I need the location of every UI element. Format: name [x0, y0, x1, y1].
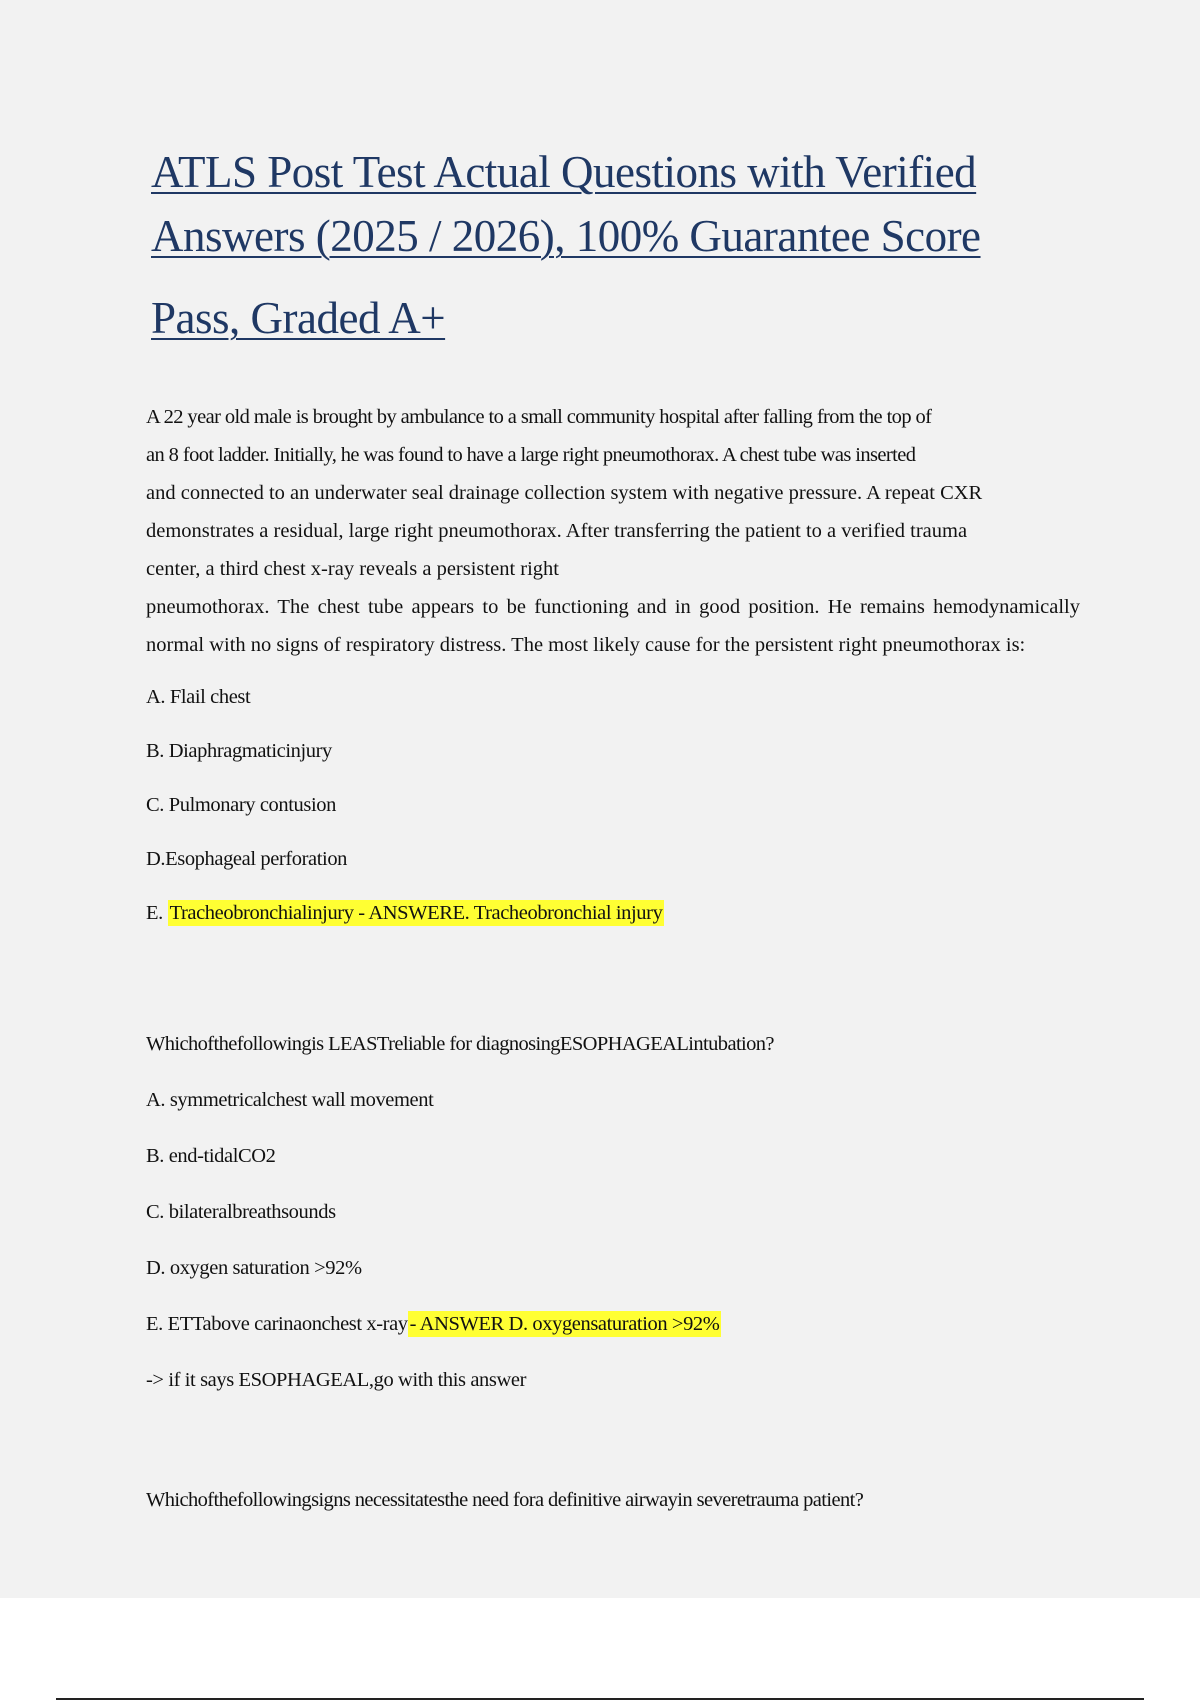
stem-line-1: A 22 year old male is brought by ambulance to a small community hospital after falling from the top of — [146, 406, 932, 428]
question-3: Whichofthefollowingsigns necessitatesthe need fora definitive airwayin severetrauma patient? — [146, 1489, 864, 1511]
q2-option-c: C. bilateralbreathsounds — [146, 1201, 336, 1223]
q2-option-d: D. oxygen saturation >92% — [146, 1257, 362, 1279]
stem-line-5: center, a third chest x-ray reveals a persistent right — [146, 558, 559, 580]
q1-option-d: D.Esophageal perforation — [146, 848, 348, 870]
stem-line-2: an 8 foot ladder. Initially, he was found to have a large right pneumothorax. A chest tube was inserted — [146, 444, 916, 466]
q2-option-e-prefix: E. ETTabove carinaonchest x-ray — [146, 1313, 408, 1335]
q1-option-e — [146, 886, 1080, 940]
q1-option-a: A. Flail chest — [146, 686, 251, 708]
q2-note: -> if it says ESOPHAGEAL,go with this answer — [146, 1369, 527, 1391]
stem-line-6: pneumothorax. The chest tube appears to be functioning and in good position. He remains hemodynamically normal with no signs of respiratory distress. The most likely cause for the persistent right pneumothorax is: — [146, 596, 1080, 656]
question-2: Whichofthefollowingis LEASTreliable for diagnosingESOPHAGEALintubation? — [146, 1033, 774, 1055]
question-1-stem — [146, 398, 1080, 664]
title-line-2: Answers (2025 / 2026), 100% Guarantee Score — [151, 211, 981, 261]
q2-answer-highlight: - ANSWER D. oxygensaturation >92% — [409, 1313, 720, 1335]
title-line-3: Pass, Graded A+ — [151, 293, 446, 343]
q1-option-c: C. Pulmonary contusion — [146, 794, 336, 816]
document-content — [146, 140, 1080, 1528]
q2-option-b: B. end-tidalCO2 — [146, 1145, 276, 1167]
stem-line-4: demonstrates a residual, large right pneumothorax. After transferring the patient to a verified trauma — [146, 520, 968, 542]
question-1-options — [146, 670, 1080, 940]
title-line-1: ATLS Post Test Actual Questions with Verified — [151, 147, 977, 197]
q1-answer-highlight: Tracheobronchialinjury - ANSWERE. Tracheobronchial injury — [169, 902, 663, 924]
q2-option-e — [146, 1296, 1080, 1352]
question-2-options — [146, 1072, 1080, 1408]
stem-line-3: and connected to an underwater seal drainage collection system with negative pressure. A repeat CXR — [146, 482, 983, 504]
q1-option-e-prefix: E. — [146, 902, 168, 924]
document-title — [151, 140, 1080, 350]
q2-option-a: A. symmetricalchest wall movement — [146, 1089, 434, 1111]
q1-option-b: B. Diaphragmaticinjury — [146, 740, 332, 762]
